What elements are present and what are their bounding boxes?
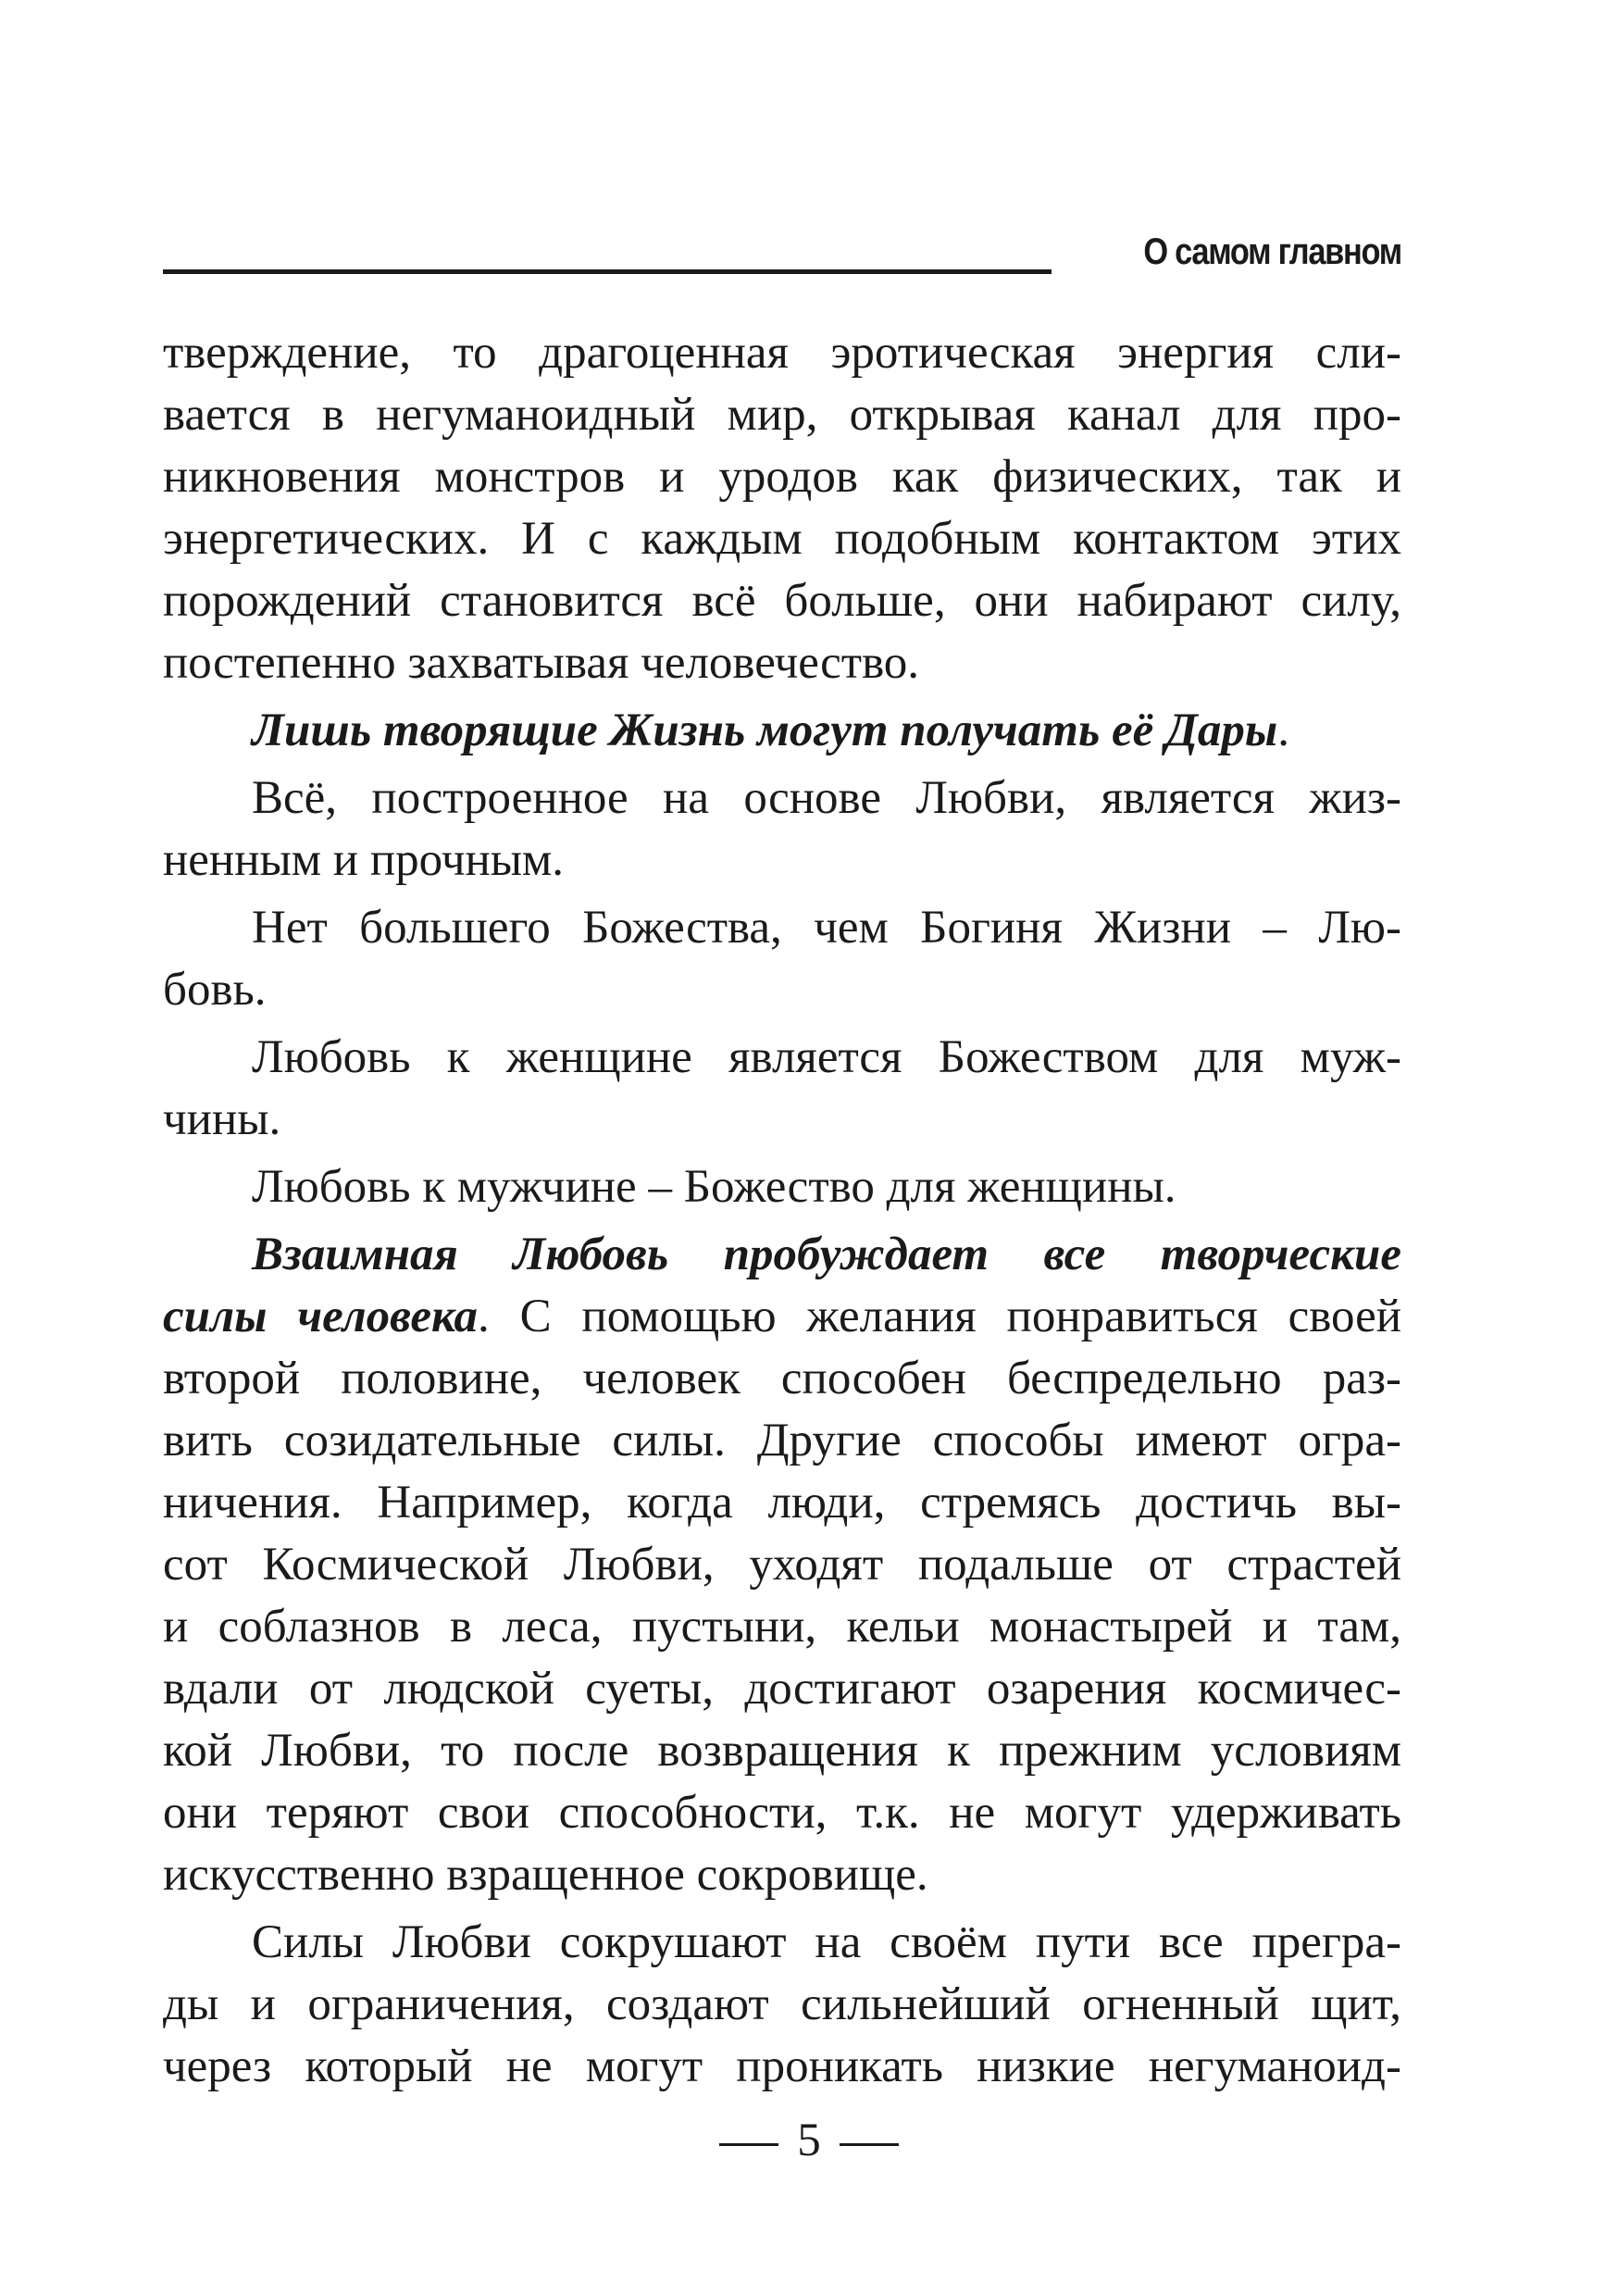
paragraph-8 [163, 1912, 1401, 2098]
paragraph-1 [163, 322, 1401, 694]
right-dash [840, 2143, 899, 2146]
text-line [163, 700, 1401, 762]
text-line: ды и ограничения, создают сильнейший огненный щит, [163, 1978, 1401, 2030]
paragraph-3 [163, 767, 1401, 892]
text-line: кой Любви, то после возвращения к прежним условиям [163, 1725, 1401, 1777]
text-line: и соблазнов в леса, пустыни, кельи монастырей и там, [163, 1601, 1401, 1653]
paragraph-7 [163, 1224, 1401, 1906]
text-line: искусственно взращенное сокровище. [163, 1849, 928, 1901]
page-footer [0, 2113, 1618, 2168]
text-line: вдали от людской суеты, достигают озарения космичес- [163, 1663, 1401, 1715]
paragraph-6 [163, 1156, 1401, 1218]
text-line: ничения. Например, когда люди, стремясь достичь вы- [163, 1477, 1401, 1529]
text-line: никновения монстров и уродов как физических, так и [163, 451, 1401, 503]
text-line: энергетических. И с каждым подобным контактом этих [163, 513, 1401, 565]
text-line: вается в негуманоидный мир, открывая канал для про- [163, 389, 1401, 441]
text-fragment: . С помощью желания понравиться своей [478, 1291, 1401, 1342]
text-line: вить созидательные силы. Другие способы имеют огра- [163, 1415, 1401, 1466]
text-fragment: . [1277, 705, 1290, 756]
text-line: Нет большего Божества, чем Богиня Жизни – Лю- [252, 902, 1401, 954]
text-line: тверждение, то драгоценная эротическая энергия сли- [163, 327, 1401, 379]
text-line: через который не могут проникать низкие негуманоид- [163, 2040, 1401, 2092]
text-line: бовь. [163, 964, 267, 1016]
paragraph-4 [163, 897, 1401, 1021]
page-number: 5 [797, 2115, 821, 2166]
emphasis-text: силы человека [163, 1291, 479, 1342]
emphasis-text: Лишь творящие Жизнь могут получать её Дары [252, 705, 1278, 756]
text-line: Силы Любви сокрушают на своём пути все прегра- [252, 1916, 1401, 1968]
text-line: сот Космической Любви, уходят подальше от страстей [163, 1539, 1401, 1591]
text-line: чины. [163, 1093, 281, 1145]
text-line: они теряют свои способности, т.к. не могут удерживать [163, 1787, 1401, 1839]
text-line: постепенно захватывая человечество. [163, 637, 920, 689]
header-title: О самом главном [1143, 231, 1401, 272]
paragraph-2 [163, 700, 1401, 762]
text-line: порождений становится всё больше, они набирают силу, [163, 575, 1401, 627]
text-line: ненным и прочным. [163, 834, 565, 886]
header-rule [163, 269, 1052, 274]
emphasis-text: Взаимная Любовь пробуждает все творческие [252, 1229, 1401, 1280]
left-dash [719, 2143, 778, 2146]
running-header [163, 230, 1401, 276]
text-line: Любовь к женщине является Божеством для муж- [252, 1031, 1401, 1083]
text-line [163, 1286, 1401, 1348]
text-line: Любовь к мужчине – Божество для женщины. [252, 1161, 1176, 1213]
text-line: второй половине, человек способен беспредельно раз- [163, 1353, 1401, 1404]
paragraph-5 [163, 1027, 1401, 1151]
text-line: Всё, построенное на основе Любви, является жиз- [252, 772, 1401, 824]
page-body [163, 322, 1401, 2098]
